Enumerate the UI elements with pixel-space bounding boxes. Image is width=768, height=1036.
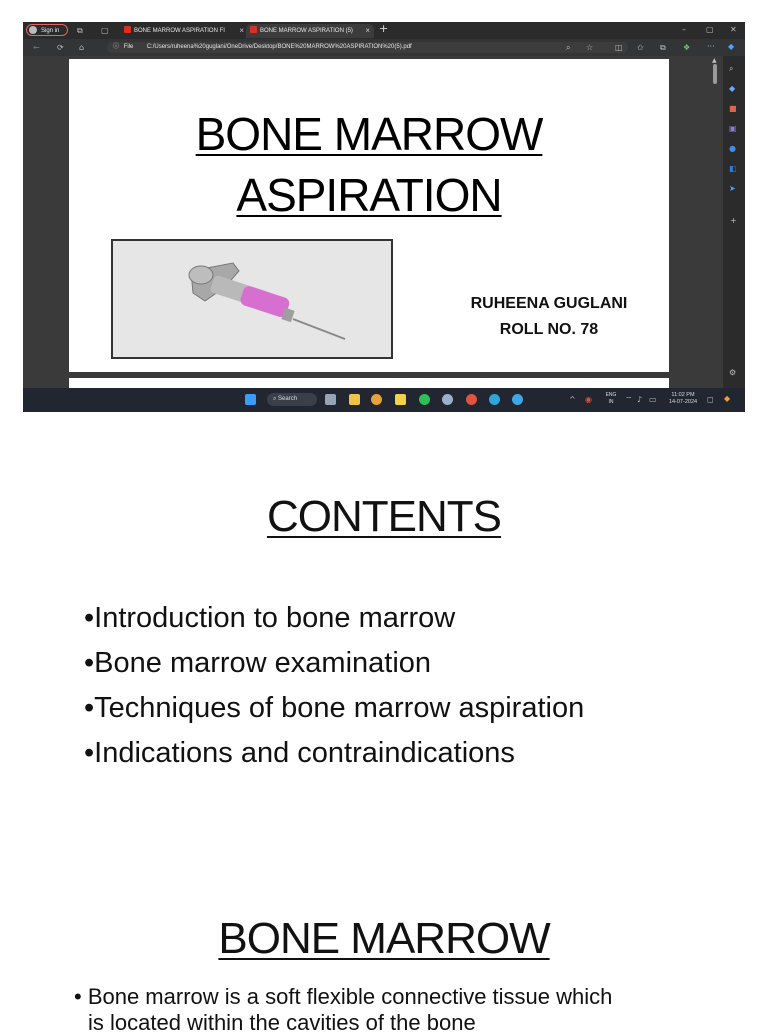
workspaces-icon[interactable]: ⧉ <box>77 26 83 35</box>
add-icon[interactable]: + <box>730 216 737 225</box>
back-icon[interactable]: ← <box>33 43 40 52</box>
whatsapp-icon[interactable] <box>419 394 430 405</box>
refresh-icon[interactable]: ⟳ <box>57 43 64 52</box>
zoom-icon[interactable]: ⌕ <box>566 43 571 52</box>
edge-sidebar <box>723 56 745 398</box>
tab-2-label: BONE MARROW ASPIRATION (5) <box>260 28 353 34</box>
battery-icon[interactable]: ▭ <box>649 395 657 404</box>
new-tab-button[interactable]: + <box>379 22 389 35</box>
contents-item: •Indications and contraindications <box>84 737 515 769</box>
tab-bar <box>23 22 745 39</box>
pdf-viewer[interactable] <box>23 56 723 398</box>
bone-marrow-title: BONE MARROW <box>218 914 550 963</box>
outlook-icon[interactable]: ◧ <box>729 164 737 173</box>
browser-screenshot <box>23 22 745 412</box>
close-icon[interactable]: × <box>239 26 244 35</box>
scrollbar-thumb[interactable] <box>713 64 717 84</box>
sign-in-button[interactable] <box>26 24 68 36</box>
chevron-up-icon[interactable]: ^ <box>569 395 576 404</box>
telegram-icon[interactable] <box>512 394 523 405</box>
wifi-icon[interactable]: ⌔ <box>625 395 633 404</box>
store-icon[interactable] <box>395 394 406 405</box>
language-top: ENG <box>605 392 617 398</box>
clock[interactable] <box>663 392 703 406</box>
language-indicator[interactable] <box>603 392 619 406</box>
collections-icon[interactable]: ⧉ <box>660 43 666 52</box>
maximize-button[interactable]: ▢ <box>706 25 714 34</box>
search-icon: ⌕ <box>273 396 279 402</box>
slide-title <box>69 59 669 372</box>
pdf-icon <box>250 26 257 33</box>
close-icon[interactable]: × <box>365 26 370 35</box>
tab-1-label: BONE MARROW ASPIRATION FI <box>134 28 225 34</box>
slide-title-line-1: BONE MARROW <box>195 108 543 160</box>
copilot-sidebar-icon[interactable]: ● <box>729 144 736 153</box>
tab-actions-icon[interactable]: ▢ <box>101 26 109 35</box>
games-icon[interactable]: ▣ <box>729 124 737 133</box>
avatar <box>29 26 37 34</box>
address-input[interactable] <box>107 42 628 53</box>
scroll-up-icon[interactable]: ▲ <box>712 57 717 64</box>
contents-item: •Introduction to bone marrow <box>84 602 456 634</box>
close-window-button[interactable]: ✕ <box>730 25 737 34</box>
syringe-image <box>111 239 393 359</box>
taskbar-search-label: Search <box>278 396 298 402</box>
contents-title: CONTENTS <box>267 492 501 541</box>
taskbar <box>23 388 745 412</box>
chrome-icon[interactable] <box>371 394 382 405</box>
tools-icon[interactable]: ■ <box>729 104 737 113</box>
notification-icon[interactable]: ◻ <box>707 395 714 404</box>
windows-start-icon[interactable] <box>245 394 256 405</box>
copilot-icon[interactable]: ◆ <box>728 42 735 51</box>
settings-icon[interactable]: ⚙ <box>729 368 737 377</box>
minimize-button[interactable]: – <box>682 25 686 34</box>
task-view-icon[interactable] <box>325 394 336 405</box>
bone-marrow-text-line-1: • Bone marrow is a soft flexible connective tissue which <box>74 984 613 1009</box>
url-text: C:/Users/ruheena%20guglani/OneDrive/Desktop/BONE%20MARROW%20ASPIRATION%20(5).pdf <box>146 44 412 50</box>
author-name: RUHEENA GUGLANI <box>470 295 628 312</box>
app-icon[interactable] <box>466 394 477 405</box>
copilot-taskbar-icon[interactable]: ◆ <box>724 394 731 403</box>
language-bottom: IN <box>608 399 614 405</box>
contents-item: •Techniques of bone marrow aspiration <box>84 692 585 724</box>
favorite-star-icon[interactable]: ☆ <box>586 43 594 52</box>
taskbar-search[interactable] <box>267 393 317 406</box>
tab-2[interactable] <box>246 24 374 38</box>
bone-marrow-text-line-2: is located within the cavities of the bone <box>88 1010 476 1035</box>
slide-title-line-2: ASPIRATION <box>236 169 502 221</box>
file-explorer-icon[interactable] <box>349 394 360 405</box>
home-icon[interactable]: ⌂ <box>79 43 85 52</box>
sign-in-label: Sign in <box>41 28 60 34</box>
volume-icon[interactable]: ♪ <box>637 395 643 404</box>
settings-app-icon[interactable] <box>442 394 453 405</box>
search-icon[interactable]: ⌕ <box>729 64 734 73</box>
extension-icon[interactable]: ❖ <box>683 43 691 52</box>
send-icon[interactable]: ➤ <box>729 184 736 193</box>
clock-date: 14-07-2024 <box>668 399 698 405</box>
syringe-illustration <box>113 241 391 357</box>
pdf-icon <box>124 26 131 33</box>
more-icon[interactable]: ··· <box>707 42 715 51</box>
clock-time: 11:02 PM <box>671 392 695 398</box>
contents-item: •Bone marrow examination <box>84 647 432 679</box>
roll-number: ROLL NO. 78 <box>499 321 599 338</box>
address-bar-row <box>23 39 745 56</box>
edge-icon[interactable] <box>489 394 500 405</box>
file-label: File <box>123 44 134 50</box>
favorites-icon[interactable]: ✩ <box>637 43 644 52</box>
app-tray-icon[interactable]: ◉ <box>585 395 592 404</box>
info-icon: ⓘ <box>113 44 120 50</box>
split-screen-icon[interactable]: ◫ <box>615 43 623 52</box>
shopping-icon[interactable]: ◆ <box>729 84 736 93</box>
tab-1[interactable] <box>120 24 248 38</box>
